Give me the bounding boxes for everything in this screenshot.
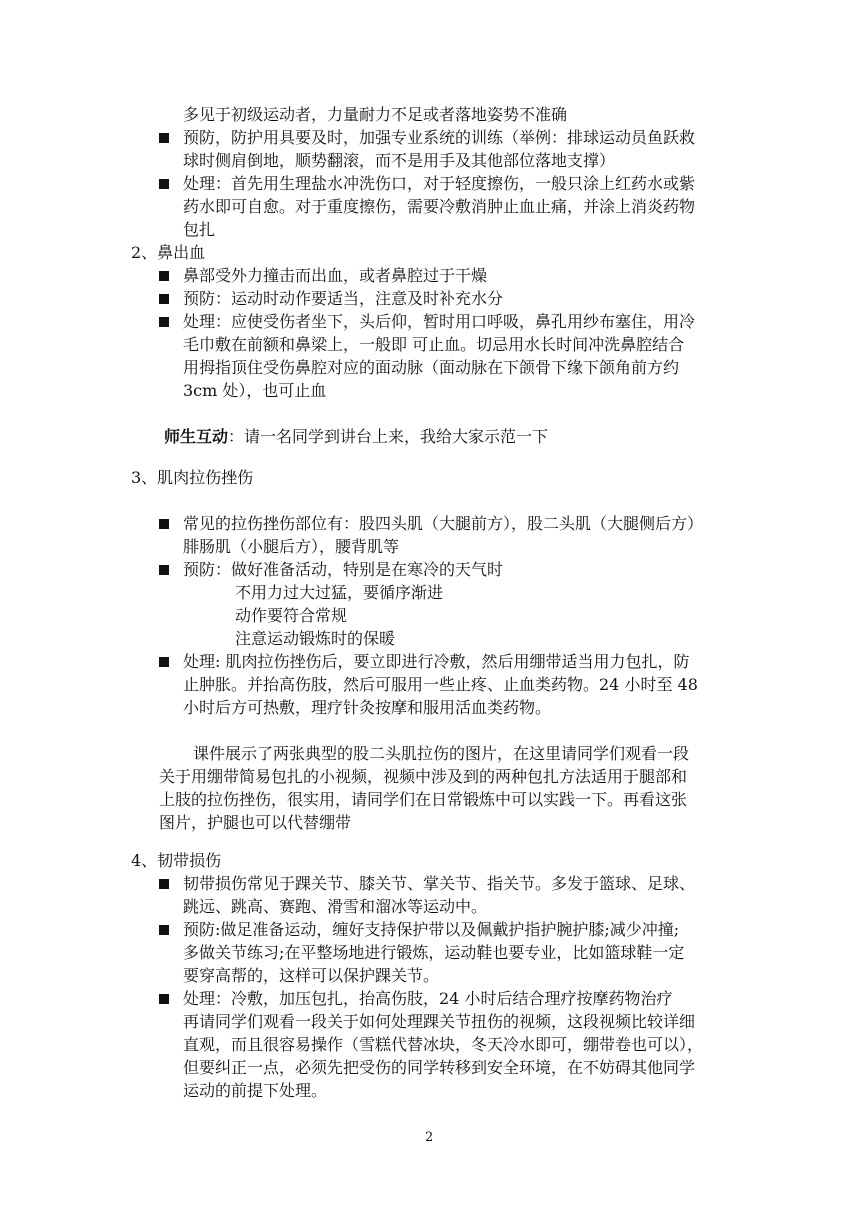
text-line: 多见于初级运动者，力量耐力不足或者落地姿势不准确 [183, 105, 568, 124]
interaction-text: ：请一名同学到讲台上来，我给大家示范一下 [228, 427, 549, 446]
text-line: 鼻部受外力撞击而出血，或者鼻腔过于干燥 [183, 266, 488, 285]
text-line: 处理: 肌肉拉伤挫伤后，要立即进行冷敷，然后用绷带适当用力包扎，防 [183, 652, 690, 671]
text-line: 直观，而且很容易操作（雪糕代替冰块，冬天冷水即可，绷带卷也可以）， [183, 1035, 704, 1054]
square-bullet-icon [159, 271, 169, 281]
text-line: 小时后方可热敷，理疗针灸按摩和服用活血类药物。 [183, 698, 552, 717]
square-bullet-icon [159, 133, 169, 143]
text-line: 预防，防护用具要及时，加强专业系统的训练（举例：排球运动员鱼跃救 [183, 128, 696, 147]
page-number: 2 [425, 1130, 434, 1145]
text-line: 韧带损伤常见于踝关节、膝关节、掌关节、指关节。多发于篮球、足球、 [183, 874, 696, 893]
text-line: 注意运动锻炼时的保暖 [235, 629, 396, 648]
section-heading: 2、鼻出血 [131, 243, 206, 262]
interaction-line [164, 426, 548, 448]
square-bullet-icon [159, 879, 169, 889]
text-line: 止肿胀。并抬高伤肢，然后可服用一些止疼、止血类药物。24 小时至 48 [183, 675, 698, 694]
text-line: 预防：做好准备活动，特别是在寒冷的天气时 [183, 560, 504, 579]
text-line: 腓肠肌（小腿后方），腰背肌等 [183, 537, 400, 556]
section-heading: 4、韧带损伤 [131, 851, 222, 870]
text-line: 不用力过大过猛，要循序渐进 [235, 583, 444, 602]
text-line: 球时侧肩倒地，顺势翻滚，而不是用手及其他部位落地支撑） [183, 151, 616, 170]
text-line: 处理：首先用生理盐水冲洗伤口，对于轻度擦伤，一般只涂上红药水或紫 [183, 174, 696, 193]
text-line: 包扎 [183, 220, 216, 239]
text-line: 多做关节练习;在平整场地进行锻炼，运动鞋也要专业，比如篮球鞋一定 [183, 943, 685, 962]
text-line: 但要纠正一点，必须先把受伤的同学转移到安全环境，在不妨碍其他同学 [183, 1058, 696, 1077]
text-line: 处理：应使受伤者坐下，头后仰，暂时用口呼吸，鼻孔用纱布塞住，用冷 [183, 312, 696, 331]
text-line: 用拇指顶住受伤鼻腔对应的面动脉（面动脉在下颌骨下缘下颌角前方约 [183, 358, 680, 377]
square-bullet-icon [159, 925, 169, 935]
paragraph-line: 图片，护腿也可以代替绷带 [159, 813, 352, 832]
interaction-label: 师生互动 [164, 427, 229, 446]
square-bullet-icon [159, 317, 169, 327]
text-line: 再请同学们观看一段关于如何处理踝关节扭伤的视频，这段视频比较详细 [183, 1012, 696, 1031]
square-bullet-icon [159, 565, 169, 575]
text-line: 跳远、跳高、赛跑、滑雪和溜冰等运动中。 [183, 897, 488, 916]
text-line: 运动的前提下处理。 [183, 1081, 328, 1100]
text-line: 药水即可自愈。对于重度擦伤，需要冷敷消肿止血止痛，并涂上消炎药物 [183, 197, 696, 216]
square-bullet-icon [159, 294, 169, 304]
text-line: 处理：冷敷，加压包扎，抬高伤肢，24 小时后结合理疗按摩药物治疗 [183, 989, 673, 1008]
square-bullet-icon [159, 179, 169, 189]
section-heading: 3、肌肉拉伤挫伤 [131, 468, 254, 487]
square-bullet-icon [159, 994, 169, 1004]
text-line: 要穿高帮的，这样可以保护踝关节。 [183, 966, 440, 985]
square-bullet-icon [159, 519, 169, 529]
text-line: 预防:做足准备运动，缠好支持保护带以及佩戴护指护腕护膝;减少冲撞; [183, 920, 680, 939]
square-bullet-icon [159, 657, 169, 667]
text-line: 3cm 处），也可止血 [183, 381, 327, 400]
text-line: 动作要符合常规 [235, 606, 348, 625]
paragraph-line: 上肢的拉伤挫伤，很实用，请同学们在日常锻炼中可以实践一下。再看这张 [159, 790, 688, 809]
paragraph-line: 关于用绷带简易包扎的小视频，视频中涉及到的两种包扎方法适用于腿部和 [159, 767, 688, 786]
paragraph-line: 课件展示了两张典型的股二头肌拉伤的图片，在这里请同学们观看一段 [193, 744, 690, 763]
text-line: 预防：运动时动作要适当，注意及时补充水分 [183, 289, 504, 308]
text-line: 常见的拉伤挫伤部位有：股四头肌（大腿前方），股二头肌（大腿侧后方） [183, 514, 704, 533]
text-line: 毛巾敷在前额和鼻梁上，一般即 可止血。切忌用水长时间冲洗鼻腔结合 [183, 335, 685, 354]
